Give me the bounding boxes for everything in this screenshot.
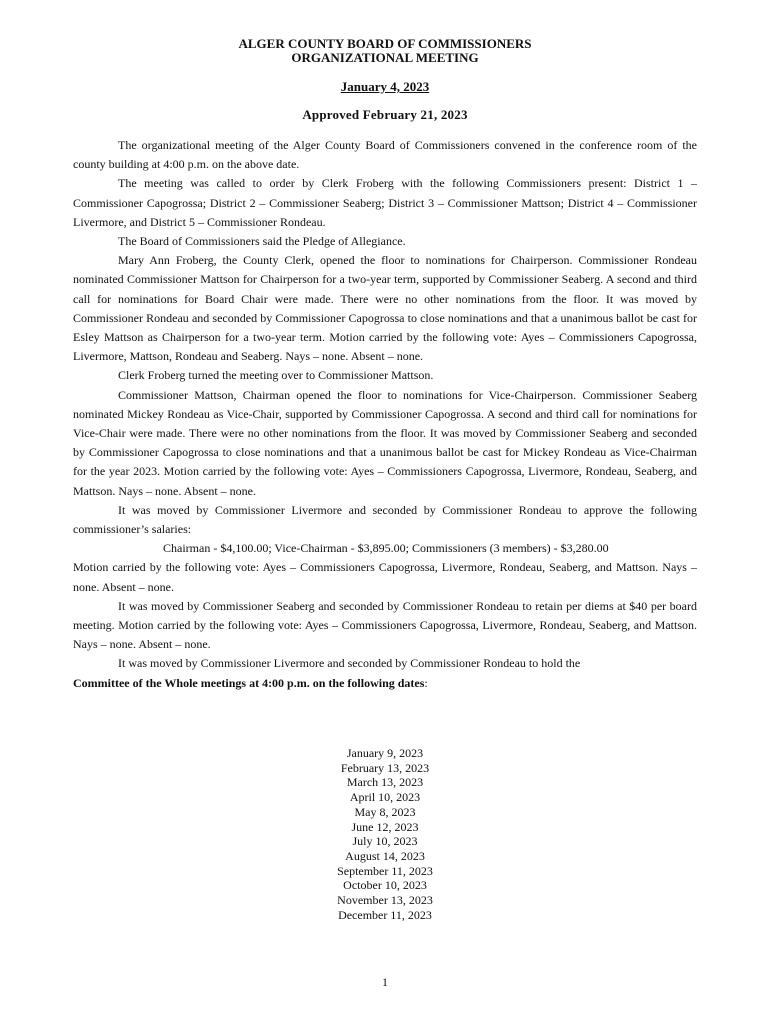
page-number: 1 [382,975,388,989]
list-item: March 13, 2023 [346,775,424,790]
list-item: September 11, 2023 [337,863,433,878]
list-item: August 14, 2023 [345,848,425,863]
paragraph-salaries-vote: Motion carried by the following vote: Ayes – Commissioners Capogrossa, Livermore, Rondeau, Seaberg, and Mattson. Nays – none. Absent – none. [73,560,697,594]
document-subtitle: ORGANIZATIONAL MEETING [291,50,479,65]
list-item: February 13, 2023 [340,760,430,775]
list-item: June 12, 2023 [351,819,419,834]
list-item: May 8, 2023 [354,804,416,819]
paragraph-chair-nomination: Mary Ann Froberg, the County Clerk, opened the floor to nominations for Chairperson. Commissioner Rondeau nominated Commissioner Mattson for Chairperson for a two-year term, supported by Commissioner Seaberg. A second and third call for nominations for Board Chair were made. There were no other nominations from the floor. It was moved by Commissioner Rondeau and seconded by Commissioner Capogrossa to close nominations and that a unanimous ballot be cast for Esley Mattson as Chairperson for a two-year term. Motion carried by the following vote: Ayes – Commissioners Capogrossa, Livermore, Mattson, Rondeau and Seaberg. Nays – none. Absent – none. [73,253,697,364]
paragraph-per-diem: It was moved by Commissioner Seaberg and seconded by Commissioner Rondeau to retain per diems at $40 per board meeting. Motion carried by the following vote: Ayes – Commissioners Capogrossa, Livermore, Rondeau, Seaberg, and Mattson. Nays – none. Absent – none. [73,598,697,652]
paragraph-meeting-handover: Clerk Froberg turned the meeting over to Commissioner Mattson. [118,368,434,383]
meeting-date: January 4, 2023 [340,79,430,94]
paragraph-vice-chair-nomination: Commissioner Mattson, Chairman opened the floor to nominations for Vice-Chairperson. Commissioner Seaberg nominated Mickey Rondeau as Vice-Chair, supported by Commissioner Capogrossa. A second and third call for nominations for Vice-Chair were made. There were no other nominations from the floor. It was moved by Commissioner Seaberg and seconded by Commissioner Capogrossa to close nominations and that a unanimous ballot be cast for Mickey Rondeau as Vice-Chairman for the year 2023. Motion carried by the following vote: Ayes – Commissioners Capogrossa, Livermore, Rondeau, Seaberg, and Mattson. Nays – none. Absent – none. [73,387,697,498]
committee-colon: : [424,675,428,690]
list-item: January 9, 2023 [346,746,424,760]
paragraph-call-to-order: The meeting was called to order by Clerk Froberg with the following Commissioners present: District 1 – Commissioner Capogrossa; District 2 – Commissioner Seaberg; District 3 – Commissioner Mattson; District 4 – Commissioner Livermore, and District 5 – Commissioner Rondeau. [73,176,697,229]
list-item: July 10, 2023 [352,834,418,849]
committee-meetings-bold: Committee of the Whole meetings at 4:00 p.m. on the following dates [73,675,425,690]
list-item: October 10, 2023 [343,878,427,893]
paragraph-convened: The organizational meeting of the Alger County Board of Commissioners convened in the conference room of the county building at 4:00 p.m. on the above date. [73,138,697,172]
list-item: December 11, 2023 [338,907,432,922]
list-item: November 13, 2023 [337,893,433,908]
minutes-body [73,136,697,693]
paragraph-committee-dates [73,654,697,692]
committee-motion-text: It was moved by Commissioner Livermore and seconded by Commissioner Rondeau to hold the [118,656,581,671]
salary-line: Chairman - $4,100.00; Vice-Chairman - $3,895.00; Commissioners (3 members) - $3,280.00 [163,541,609,556]
approval-date: Approved February 21, 2023 [302,107,468,122]
paragraph-salaries-motion: It was moved by Commissioner Livermore and seconded by Commissioner Rondeau to approve the following commissioner’s salaries: [73,502,697,537]
meeting-dates-list [0,746,770,922]
list-item: April 10, 2023 [349,790,421,805]
document-title: ALGER COUNTY BOARD OF COMMISSIONERS [238,36,532,51]
paragraph-pledge: The Board of Commissioners said the Pledge of Allegiance. [118,234,406,249]
